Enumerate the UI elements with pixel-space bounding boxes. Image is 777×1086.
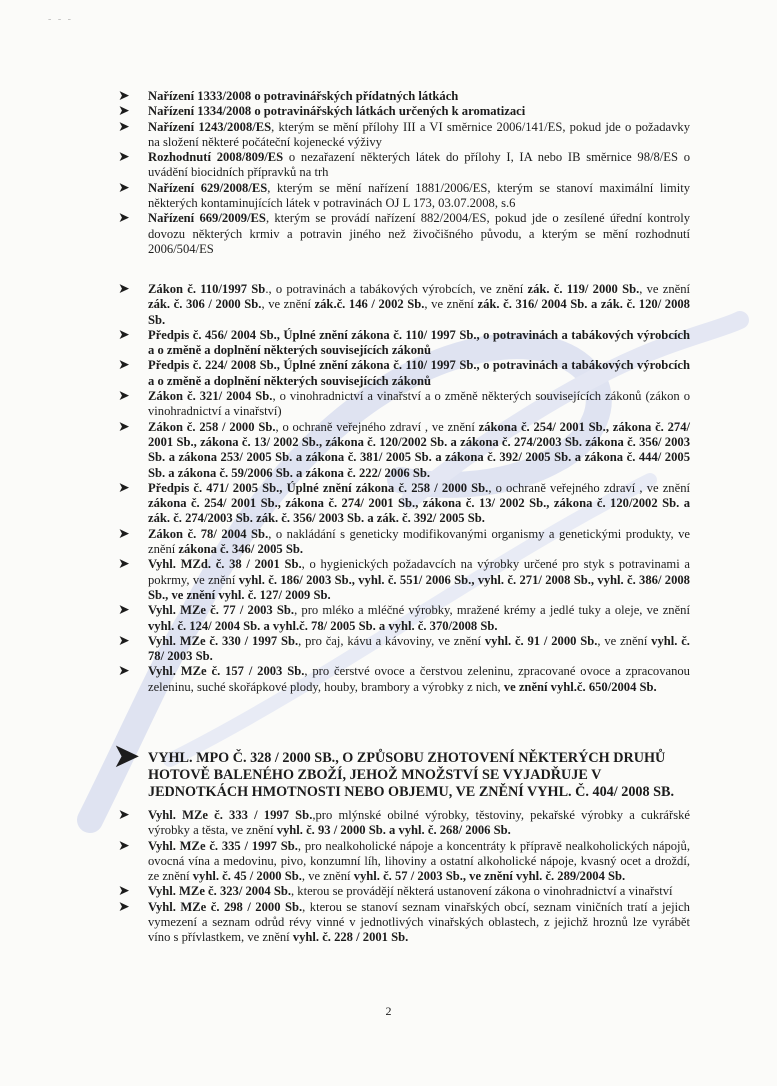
list-item bbox=[118, 282, 690, 328]
list-item bbox=[118, 603, 690, 634]
arrow-bullet-icon: ➤ bbox=[118, 633, 130, 649]
arrow-bullet-icon: ➤ bbox=[118, 419, 130, 435]
list-item-text: Nařízení 629/2008/ES, kterým se mění nařízení 1881/2006/ES, kterým se stanoví maximální limity některých kontaminujících látek v potravinách OJ L 173, 03.07.2008, s.6 bbox=[148, 180, 690, 211]
list-item bbox=[118, 181, 690, 212]
arrow-bullet-icon: ➤ bbox=[118, 603, 130, 619]
list-item bbox=[118, 557, 690, 603]
corner-mark: - - - bbox=[48, 14, 73, 25]
list-item bbox=[118, 900, 690, 946]
list-item-text: Vyhl. MZe č. 77 / 2003 Sb., pro mléko a mléčné výrobky, mražené krémy a jedlé tuky a oleje, ve znění vyhl. č. 124/ 2004 Sb. a vyhl.č. 78/ 2005 Sb. a vyhl. č. 370/2008 Sb. bbox=[148, 603, 690, 633]
list-item-text: Zákon č. 321/ 2004 Sb., o vinohradnictví a vinařství a o změně některých souvisejících zákonů (zákon o vinohradnictví a vinařství) bbox=[148, 389, 690, 419]
mpo-heading: VYHL. MPO Č. 328 / 2000 SB., O ZPŮSOBU ZHOTOVENÍ NĚKTERÝCH DRUHŮ HOTOVĚ BALENÉHO ZBOŽÍ, JEHOŽ MNOŽSTVÍ SE VYJADŘUJE V JEDNOTKÁCH HMOTNOSTI NEBO OBJEMU, VE ZNĚNÍ VYHL. Č. 404/ 2008 SB. bbox=[148, 750, 675, 800]
arrow-bullet-icon: ➤ bbox=[118, 808, 130, 823]
list-item bbox=[118, 358, 690, 389]
list-item bbox=[118, 150, 690, 181]
list-item-text: Zákon č. 110/1997 Sb., o potravinách a tabákových výrobcích, ve znění zák. č. 119/ 2000 Sb., ve znění zák. č. 306 / 2000 Sb., ve znění zák.č. 146 / 2002 Sb., ve znění zák. č. 316/ 2004 Sb. a zák. č. 120/ 2008 Sb. bbox=[148, 282, 690, 327]
decree-list bbox=[118, 808, 690, 946]
list-item-text: Vyhl. MZe č. 323/ 2004 Sb., kterou se provádějí některá ustanovení zákona o vinohradnictví a vinařství bbox=[148, 884, 673, 899]
page-number: 2 bbox=[385, 1004, 392, 1018]
list-item bbox=[118, 884, 690, 899]
arrow-bullet-icon: ➤ bbox=[118, 557, 130, 573]
arrow-bullet-icon: ➤ bbox=[118, 89, 130, 104]
arrow-bullet-icon: ➤ bbox=[118, 884, 130, 900]
list-item bbox=[118, 664, 690, 695]
list-item-text: Vyhl. MZe č. 330 / 1997 Sb., pro čaj, kávu a kávoviny, ve znění vyhl. č. 91 / 2000 Sb., ve znění vyhl. č. 78/ 2003 Sb. bbox=[148, 633, 690, 664]
list-item bbox=[118, 89, 690, 104]
arrow-bullet-icon: ➤ bbox=[118, 119, 130, 135]
list-item-text: Vyhl. MZd. č. 38 / 2001 Sb., o hygienických požadavcích na výrobky určené pro styk s potravinami a pokrmy, ve znění vyhl. č. 186/ 2003 Sb., vyhl. č. 551/ 2006 Sb., vyhl. č. 271/ 2008 Sb., vyhl. č. 386/ 2008 Sb., ve znění vyhl. č. 127/ 2009 Sb. bbox=[148, 557, 690, 602]
arrow-bullet-icon: ➤ bbox=[118, 664, 130, 680]
list-item-text: Nařízení 669/2009/ES, kterým se provádí nařízení 882/2004/ES, pokud jde o zesílené úřední kontroly dovozu některých krmiv a potravin jiného než živočišného původu, a kterým se mění rozhodnutí 2006/504/ES bbox=[148, 211, 690, 256]
list-item bbox=[118, 104, 690, 119]
list-item bbox=[118, 839, 690, 885]
list-item-text: Zákon č. 78/ 2004 Sb., o nakládání s geneticky modifikovanými organismy a genetickými produkty, ve znění zákona č. 346/ 2005 Sb. bbox=[148, 526, 690, 557]
mpo-heading-block bbox=[112, 738, 690, 801]
list-item-text: Vyhl. MZe č. 298 / 2000 Sb., kterou se stanoví seznam vinařských obcí, seznam viničních tratí a jejich vymezení a seznam odrůd révy vinné v jednotlivých vinařských oblastech, z jejichž hroznů lze vyrábět víno s přívlastkem, ve znění vyhl. č. 228 / 2001 Sb. bbox=[148, 899, 690, 945]
regulation-list bbox=[118, 89, 690, 257]
arrow-bullet-icon: ➤ bbox=[112, 738, 141, 775]
list-item bbox=[118, 634, 690, 665]
list-item-text: Předpis č. 224/ 2008 Sb., Úplné znění zákona č. 110/ 1997 Sb., o potravinách a tabákových výrobcích a o změně a doplnění některých souvisejících zákonů bbox=[148, 358, 690, 388]
list-item-text: Zákon č. 258 / 2000 Sb., o ochraně veřejného zdraví , ve znění zákona č. 254/ 2001 Sb., zákona č. 274/ 2001 Sb., zákona č. 13/ 2002 Sb., zákona č. 120/2002 Sb. a zákona č. 274/2003 Sb. zákona č. 356/ 2003 Sb. a zákona 253/ 2005 Sb. a zákona č. 381/ 2005 Sb. a zákona č. 392/ 2005 Sb. a zákona č. 444/ 2005 Sb. a zákona č. 59/2006 Sb. a zákona č. 222/ 2006 Sb. bbox=[148, 419, 691, 480]
arrow-bullet-icon: ➤ bbox=[118, 899, 130, 915]
arrow-bullet-icon: ➤ bbox=[118, 327, 130, 343]
list-item-text: Vyhl. MZe č. 335 / 1997 Sb., pro nealkoholické nápoje a koncentráty k přípravě nealkoholických nápojů, ovocná vína a medovinu, pivo, konzumní líh, lihoviny a ostatní alkoholické nápoje, kvasný ocet a droždí, ze znění vyhl. č. 45 / 2000 Sb., ve znění vyhl. č. 57 / 2003 Sb., ve znění vyhl. č. 289/2004 Sb. bbox=[148, 838, 690, 884]
list-item bbox=[118, 211, 690, 257]
list-item-text: Rozhodnutí 2008/809/ES o nezařazení některých látek do přílohy I, IA nebo IB směrnice 98/8/ES o uvádění biocidních přípravků na trh bbox=[148, 150, 690, 180]
list-item bbox=[118, 527, 690, 558]
arrow-bullet-icon: ➤ bbox=[118, 389, 130, 405]
arrow-bullet-icon: ➤ bbox=[118, 838, 130, 854]
arrow-bullet-icon: ➤ bbox=[118, 480, 130, 496]
arrow-bullet-icon: ➤ bbox=[118, 104, 130, 120]
arrow-bullet-icon: ➤ bbox=[118, 526, 130, 542]
arrow-bullet-icon: ➤ bbox=[118, 211, 130, 227]
list-item-text: Předpis č. 456/ 2004 Sb., Úplné znění zákona č. 110/ 1997 Sb., o potravinách a tabákových výrobcích a o změně a doplnění některých souvisejících zákonů bbox=[148, 327, 690, 358]
arrow-bullet-icon: ➤ bbox=[118, 180, 130, 196]
list-item-text: Vyhl. MZe č. 157 / 2003 Sb., pro čerstvé ovoce a čerstvou zeleninu, zpracované ovoce a zpracovanou zeleninu, suché skořápkové plody, houby, brambory a výrobky z nich, ve znění vyhl.č. 650/2004 Sb. bbox=[148, 664, 690, 694]
arrow-bullet-icon: ➤ bbox=[118, 150, 130, 166]
arrow-bullet-icon: ➤ bbox=[118, 282, 130, 297]
list-item-text: Nařízení 1333/2008 o potravinářských přídatných látkách bbox=[148, 89, 459, 103]
arrow-bullet-icon: ➤ bbox=[118, 358, 130, 374]
list-item-text: Vyhl. MZe č. 333 / 1997 Sb.,pro mlýnské obilné výrobky, těstoviny, pekařské výrobky a cukrářské výrobky a těsta, ve znění vyhl. č. 93 / 2000 Sb. a vyhl. č. 268/ 2006 Sb. bbox=[148, 808, 690, 838]
law-list bbox=[118, 282, 690, 695]
mpo-heading-item bbox=[112, 738, 690, 801]
list-item bbox=[118, 389, 690, 420]
list-item-text: Nařízení 1243/2008/ES, kterým se mění přílohy III a VI směrnice 2006/141/ES, pokud jde o požadavky na složení některé počáteční kojenecké výživy bbox=[148, 119, 690, 149]
list-item-text: Nařízení 1334/2008 o potravinářských látkách určených k aromatizaci bbox=[148, 104, 526, 119]
list-item-text: Předpis č. 471/ 2005 Sb., Úplné znění zákona č. 258 / 2000 Sb., o ochraně veřejného zdraví , ve znění zákona č. 254/ 2001 Sb., zákona č. 274/ 2001 Sb., zákona č. 13/ 2002 Sb., zákona č. 120/2002 Sb. a zák. č. 274/2003 Sb. zák. č. 356/ 2003 Sb. a zák. č. 392/ 2005 Sb. bbox=[148, 480, 690, 526]
list-item bbox=[118, 328, 690, 359]
list-item bbox=[118, 808, 690, 839]
list-item bbox=[118, 420, 690, 481]
list-item bbox=[118, 120, 690, 151]
list-item bbox=[118, 481, 690, 527]
